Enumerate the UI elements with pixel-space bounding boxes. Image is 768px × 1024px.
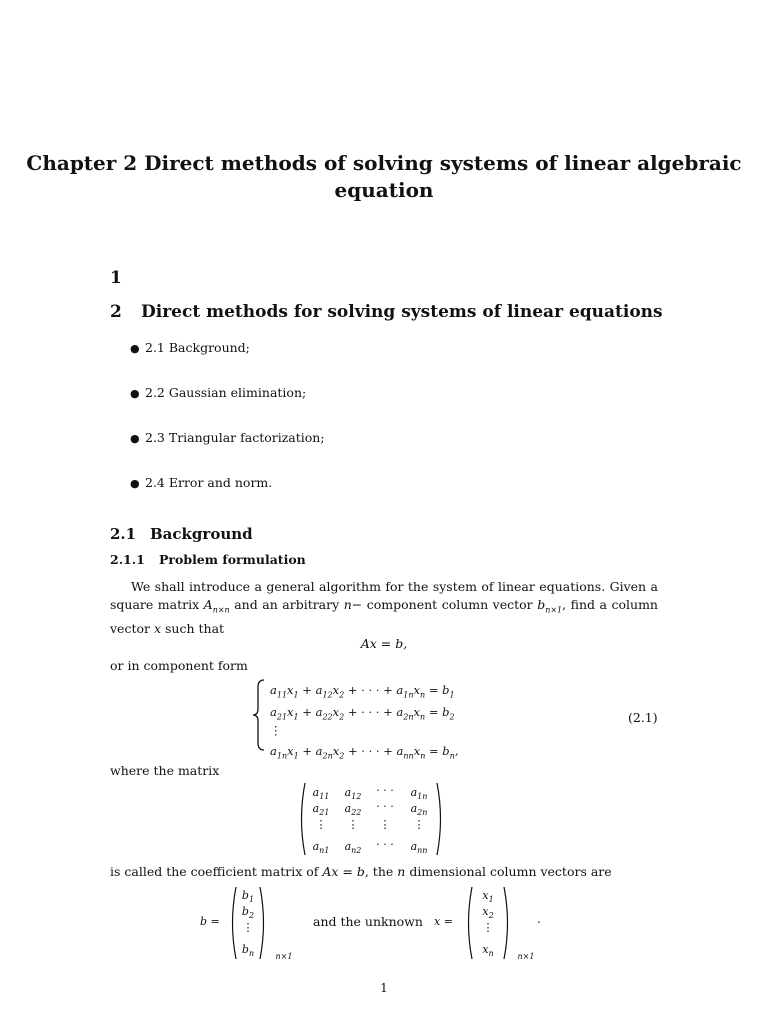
page-number: 1: [380, 981, 388, 995]
x-vector: $x_1$ $x_2$ ⋮ $x_n$ n×1: [464, 886, 544, 962]
toc-item-label: 2.1 Background;: [145, 340, 250, 355]
subsubsection-title: Problem formulation: [159, 552, 306, 567]
system-row-1: $a_{11}x_1 + a_{12}x_2$ + · · · + $a_{1n}x_n = b_1$: [270, 683, 455, 700]
toc-item: [130, 385, 306, 400]
para-text-2: and an arbitrary: [234, 597, 340, 612]
subsection-title: Background: [150, 525, 253, 543]
toc-item-label: 2.2 Gaussian elimination;: [145, 385, 307, 400]
toc-item-label: 2.3 Triangular factorization;: [145, 430, 325, 445]
equation-number: (2.1): [628, 710, 658, 725]
section-1-heading: 1: [110, 268, 122, 288]
where-text: where the matrix: [110, 763, 220, 778]
b-vector: $b_1$ $b_2$ ⋮ $b_n$ n×1: [228, 886, 278, 962]
system-row-dots: ⋮: [270, 722, 282, 737]
equation-system: [270, 682, 458, 764]
bullet-icon: ●: [130, 342, 140, 355]
subsubsection-heading: [110, 552, 306, 567]
section-2-title: Direct methods for solving systems of linear equations: [141, 302, 663, 322]
left-brace-icon: [252, 679, 266, 751]
coefficient-matrix: $a_{11}$ $a_{12}$ · · · $a_{1n}$ $a_{21}$ $a_{22}$ · · · $a_{2n}$ ⋮ ⋮ ⋮ ⋮ $a_{n1}$ $a_{n2}$ · · · $a_{nn}$: [297, 782, 447, 856]
b-label: b =: [200, 915, 220, 928]
bullet-icon: ●: [130, 432, 140, 445]
section-2-number: 2: [110, 302, 122, 322]
para-text-3: component column vector: [366, 597, 533, 612]
para-text-4: , find a column vector: [110, 597, 658, 636]
system-row-n: $a_{1n}x_1 + a_{2n}x_2$ + · · · + $a_{nn}x_n = b_n$,: [270, 743, 459, 760]
para-text-5: such that: [165, 620, 225, 636]
component-form-text: or in component form: [110, 658, 248, 673]
toc-item-label: 2.4 Error and norm.: [145, 475, 273, 490]
coefficient-text: is called the coefficient matrix of Ax = b, the n dimensional column vectors are: [110, 864, 612, 879]
period: .: [537, 912, 541, 926]
right-paren-icon: [435, 782, 445, 856]
unknown-text: and the unknown: [313, 914, 423, 929]
subsection-number: 2.1: [110, 525, 137, 543]
subsection-heading: [110, 525, 253, 543]
para-text-1: We shall introduce a general algorithm for the system of linear equations. Given a square matrix: [110, 579, 658, 612]
toc-item: [130, 475, 272, 490]
toc-item: [130, 340, 250, 355]
system-row-2: $a_{21}x_1 + a_{22}x_2$ + · · · + $a_{2n}x_n = b_2$: [270, 704, 455, 722]
section-2-heading: [110, 302, 663, 322]
bullet-icon: ●: [130, 477, 140, 490]
x-label: x =: [434, 915, 453, 928]
bullet-icon: ●: [130, 387, 140, 400]
main-equation: Ax = b,: [360, 636, 408, 651]
chapter-title: Chapter 2 Direct methods of solving systems of linear algebraic equation: [26, 151, 742, 202]
subsubsection-number: 2.1.1: [110, 552, 145, 567]
problem-paragraph: We shall introduce a general algorithm for the system of linear equations. Given a square matrix $A_{n\times n}$ and an arbitrary n− component column vector $b_{n\times 1}$, find a column vector x such that: [110, 579, 658, 636]
toc-item: [130, 430, 325, 445]
